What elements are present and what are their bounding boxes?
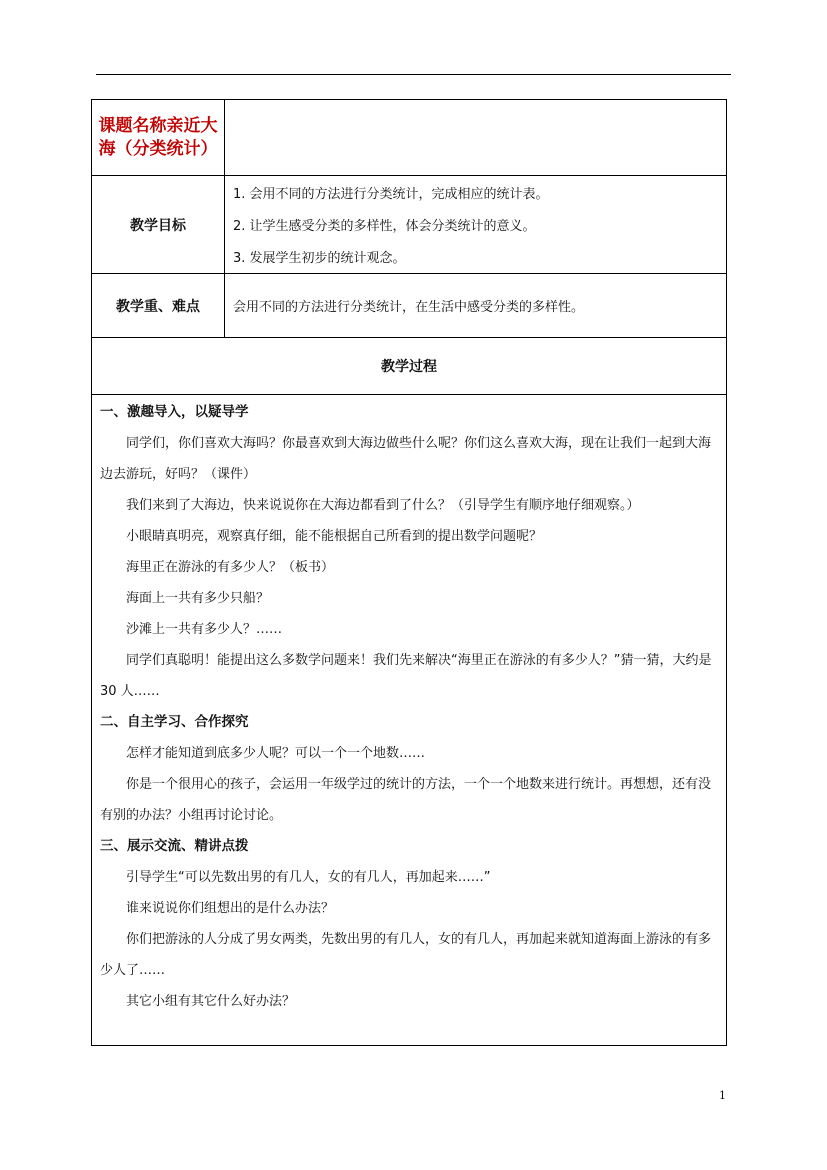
paragraph: 其它小组有其它什么好办法？: [126, 994, 296, 1009]
goals-row: [92, 176, 727, 274]
paragraph: 你们把游泳的人分成了男女两类，先数出男的有几人，女的有几人，再加起来就知道海面上游泳的有多少人了……: [100, 932, 712, 978]
page-number: 1: [719, 1089, 726, 1102]
paragraph: 同学们真聪明！能提出这么多数学问题来！我们先来解决“海里正在游泳的有多少人？”猜一猜，大约是 30 人……: [100, 653, 712, 699]
key-label: 教学重、难点: [92, 274, 225, 338]
paragraph: 海里正在游泳的有多少人？（板书）: [126, 560, 335, 575]
section-heading: 一、激趣导入，以疑导学: [100, 404, 249, 420]
goal-item: 2. 让学生感受分类的多样性，体会分类统计的意义。: [233, 219, 536, 234]
key-row: [92, 274, 727, 338]
goal-item: 1. 会用不同的方法进行分类统计，完成相应的统计表。: [233, 187, 549, 202]
process-body: [92, 395, 727, 1046]
lesson-plan-table: [91, 99, 727, 1046]
paragraph: 沙滩上一共有多少人？……: [126, 622, 283, 637]
title-row: [92, 100, 727, 176]
section-heading: 三、展示交流、精讲点拨: [100, 838, 249, 854]
paragraph: 小眼睛真明亮，观察真仔细，能不能根据自己所看到的提出数学问题呢？: [126, 529, 543, 544]
section-heading: 二、自主学习、合作探究: [100, 714, 249, 730]
goals-label: 教学目标: [92, 176, 225, 274]
paragraph: 引导学生“可以先数出男的有几人，女的有几人，再加起来……”: [126, 870, 491, 885]
paragraph: 你是一个很用心的孩子，会运用一年级学过的统计的方法，一个一个地数来进行统计。再想想，还有没有别的办法？小组再讨论讨论。: [100, 777, 712, 823]
process-header-row: [92, 338, 727, 395]
paragraph: 谁来说说你们组想出的是什么办法？: [126, 901, 335, 916]
header-rule: [96, 74, 731, 75]
title-value-cell: [225, 100, 727, 176]
process-content: [100, 397, 718, 1017]
paragraph: 海面上一共有多少只船？: [126, 591, 270, 606]
lesson-title: 课题名称亲近大海（分类统计）: [92, 100, 225, 176]
key-text: 会用不同的方法进行分类统计，在生活中感受分类的多样性。: [225, 274, 727, 338]
process-heading: 教学过程: [92, 338, 727, 395]
process-body-row: [92, 395, 727, 1046]
paragraph: 我们来到了大海边，快来说说你在大海边都看到了什么？（引导学生有顺序地仔细观察。）: [126, 498, 640, 513]
paragraph: 怎样才能知道到底多少人呢？可以一个一个地数……: [126, 746, 426, 761]
goals-cell: [225, 176, 727, 274]
paragraph: 同学们，你们喜欢大海吗？你最喜欢到大海边做些什么呢？你们这么喜欢大海，现在让我们一起到大海边去游玩，好吗？（课件）: [100, 436, 712, 482]
goal-item: 3. 发展学生初步的统计观念。: [233, 251, 406, 266]
